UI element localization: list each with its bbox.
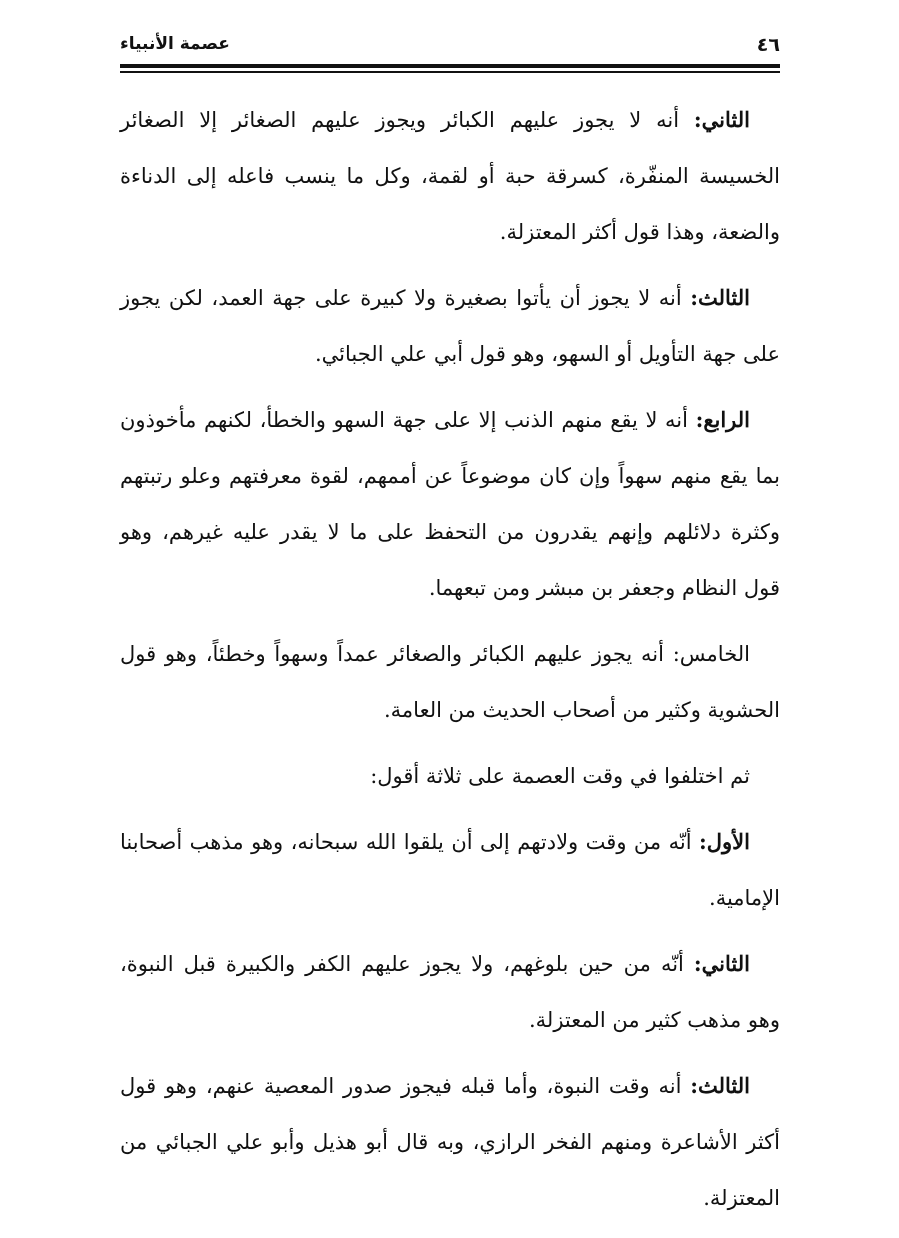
- body-text: [120, 92, 780, 1236]
- paragraph-lead: الثاني:: [693, 951, 750, 976]
- paragraph-lead: الثالث:: [690, 285, 750, 310]
- paragraph-lead: الرابع:: [695, 407, 750, 432]
- paragraph-text: ثم اختلفوا في وقت العصمة على ثلاثة أقول:: [370, 764, 750, 788]
- header-rule-thick: [120, 64, 780, 68]
- paragraph-text: أنه وقت النبوة، وأما قبله فيجوز صدور المعصية عنهم، وهو قول أكثر الأشاعرة ومنهم الفخر الرازي، وبه قال أبو هذيل وأبو علي الجبائي من المعتزلة.: [120, 1074, 780, 1210]
- running-title: عصمة الأنبياء: [120, 34, 230, 54]
- paragraph-lead: الأول:: [699, 829, 750, 854]
- paragraph-text: أنه لا يجوز عليهم الكبائر ويجوز عليهم الصغائر إلا الصغائر الخسيسة المنفّرة، كسرقة حبة أو لقمة، وكل ما ينسب فاعله إلى الدناءة والضعة، وهذا قول أكثر المعتزلة.: [120, 108, 780, 244]
- paragraph-timing-intro: [120, 748, 780, 804]
- page-header: [120, 30, 780, 64]
- paragraph-text: أنّه من وقت ولادتهم إلى أن يلقوا الله سبحانه، وهو مذهب أصحابنا الإمامية.: [120, 830, 780, 910]
- paragraph-timing-1: [120, 814, 780, 926]
- page-number: ٤٦: [756, 34, 780, 56]
- header-rule-thin: [120, 71, 780, 73]
- paragraph-text: أنه لا يجوز أن يأتوا بصغيرة ولا كبيرة على جهة العمد، لكن يجوز على جهة التأويل أو السهو، وهو قول أبي علي الجبائي.: [120, 286, 780, 366]
- paragraph-text: أنه لا يقع منهم الذنب إلا على جهة السهو والخطأ، لكنهم مأخوذون بما يقع منهم سهواً وإن كان موضوعاً عن أممهم، لقوة معرفتهم وعلو رتبتهم وكثرة دلائلهم وإنهم يقدرون من التحفظ على ما لا يقدر عليه غيرهم، وهو قول النظام وجعفر بن مبشر ومن تبعهما.: [120, 408, 780, 600]
- paragraph-timing-2: [120, 936, 780, 1048]
- paragraph-lead: الثاني:: [693, 107, 750, 132]
- paragraph-opinion-5: [120, 626, 780, 738]
- paragraph-lead: الثالث:: [690, 1073, 750, 1098]
- paragraph-timing-3: [120, 1058, 780, 1226]
- paragraph-text: الخامس: أنه يجوز عليهم الكبائر والصغائر عمداً وسهواً وخطئاً، وهو قول الحشوية وكثير من أصحاب الحديث من العامة.: [120, 642, 780, 722]
- paragraph-opinion-3: [120, 270, 780, 382]
- paragraph-opinion-2: [120, 92, 780, 260]
- paragraph-opinion-4: [120, 392, 780, 616]
- paragraph-text: أنّه من حين بلوغهم، ولا يجوز عليهم الكفر والكبيرة قبل النبوة، وهو مذهب كثير من المعتزلة.: [120, 952, 780, 1032]
